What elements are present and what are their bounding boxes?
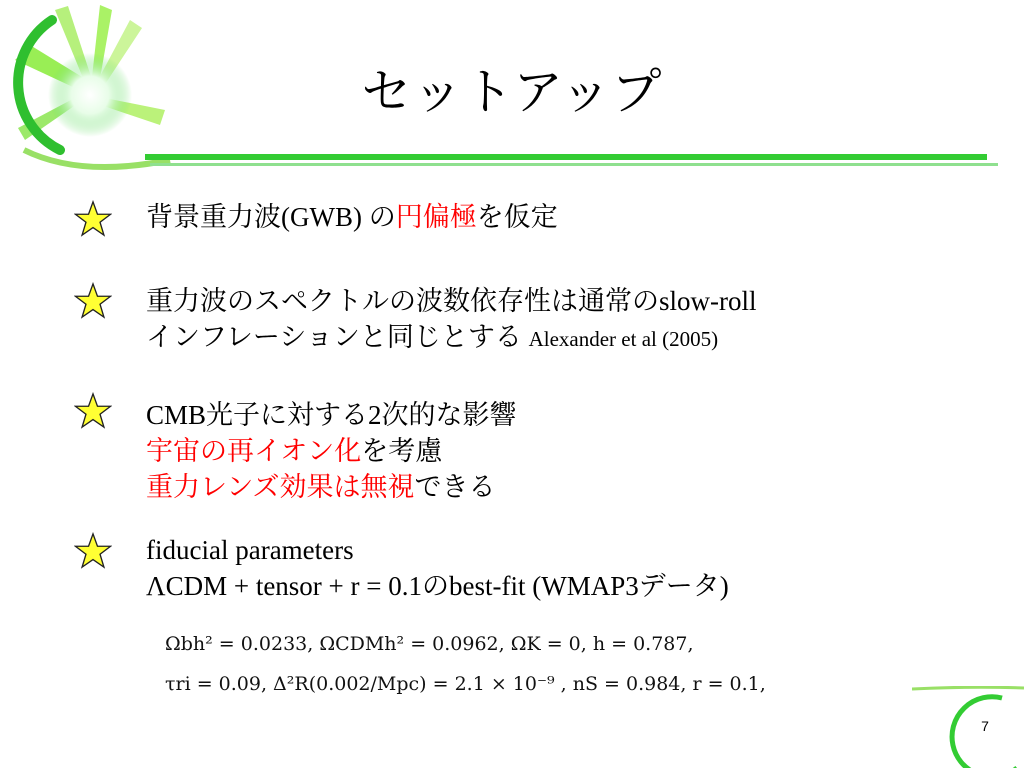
highlight-circular-polarization: 円偏極 <box>395 202 477 232</box>
bullet-cmb-secondary <box>146 397 517 505</box>
star-bullet-icon <box>74 532 112 570</box>
bullet-text: を考慮 <box>361 436 443 466</box>
formula-row: τri = 0.09, Δ²R(0.002/Mpc) = 2.1 × 10⁻⁹ , nS = 0.984, r = 0.1, <box>165 673 766 695</box>
title-underline-light <box>150 163 998 166</box>
slide-title: セットアップ <box>361 63 663 121</box>
bullet-line: CMB光子に対する2次的な影響 <box>146 400 517 430</box>
bullet-text: 背景重力波(GWB) の <box>146 202 396 232</box>
citation: Alexander et al (2005) <box>528 327 719 351</box>
highlight-reionization: 宇宙の再イオン化 <box>146 436 362 466</box>
star-bullet-icon <box>74 200 112 238</box>
bullet-gwb-polarization <box>146 199 558 235</box>
bullet-text: を仮定 <box>476 202 558 232</box>
bullet-line: fiducial parameters <box>146 535 354 565</box>
star-bullet-icon <box>74 392 112 430</box>
bullet-spectrum <box>146 283 757 357</box>
bullet-line: 重力波のスペクトルの波数依存性は通常のslow-roll <box>146 286 757 316</box>
title-underline <box>145 154 987 160</box>
formula-row: Ωbh² = 0.0233, ΩCDMh² = 0.0962, ΩK = 0, h = 0.787, <box>165 633 694 655</box>
highlight-lensing: 重力レンズ効果は無視 <box>146 472 415 502</box>
page-number: 7 <box>981 718 989 734</box>
bullet-line: ΛCDM + tensor + r = 0.1のbest-fit (WMAP3データ) <box>146 571 729 601</box>
parameter-formula <box>165 624 785 704</box>
bullet-text: できる <box>414 472 496 502</box>
bullet-text: インフレーションと同じとする <box>146 322 529 352</box>
bullet-fiducial <box>146 532 729 604</box>
star-bullet-icon <box>74 282 112 320</box>
